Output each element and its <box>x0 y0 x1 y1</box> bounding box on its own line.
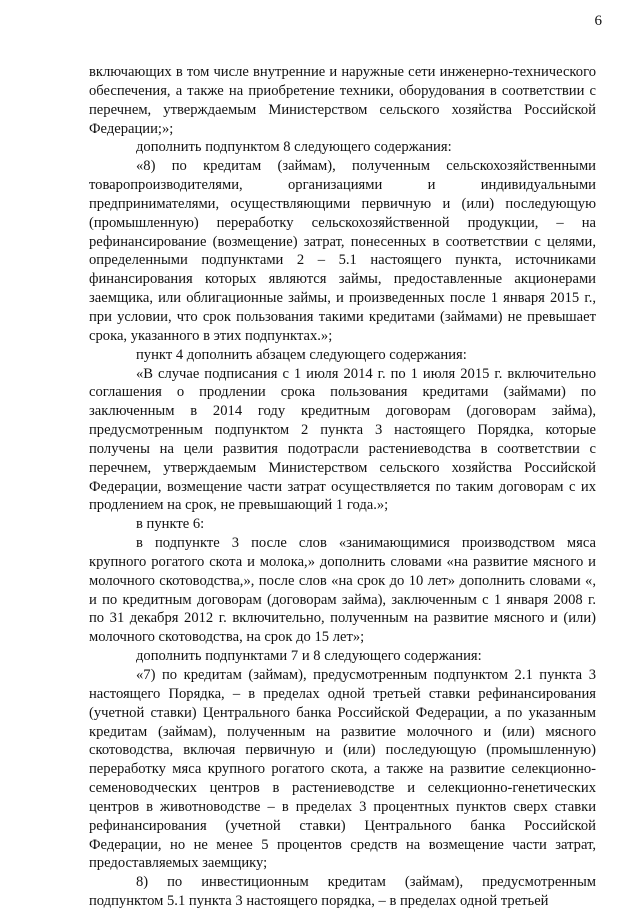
paragraph: включающих в том числе внутренние и наружные сети инженерно-технического обеспечения, а также на приобретение техники, оборудования в соответствии с перечнем, утверждаемым Министерством сельского хозяйства Российской Федерации;»; <box>89 64 596 137</box>
document-body <box>89 63 596 911</box>
paragraph: в пункте 6: <box>136 516 205 533</box>
paragraph: пункт 4 дополнить абзацем следующего содержания: <box>136 346 467 363</box>
paragraph: дополнить подпунктом 8 следующего содержания: <box>136 139 452 156</box>
page-number: 6 <box>594 13 602 29</box>
paragraph: дополнить подпунктами 7 и 8 следующего содержания: <box>136 648 482 665</box>
paragraph: «8) по кредитам (займам), полученным сельскохозяйственными товаропроизводителями, организациями и индивидуальными предпринимателями, осуществляющими первичную и (или) последующую (промышленную) переработку сельскохозяйственной продукции, – на рефинансирование (возмещение) затрат, понесенных в соответствии с целями, определенными подпунктами 2 – 5.1 настоящего пункта, источниками финансирования которых являются займы, предоставленные акционерами заемщика, или облигационные займы, и произведенных после 1 января 2015 г., при условии, что срок пользования такими кредитами (займами) не превышает срока, указанного в этих подпунктах.»; <box>89 158 596 344</box>
paragraph: 8) по инвестиционным кредитам (займам), предусмотренным подпунктом 5.1 пункта 3 настоящего порядка, – в пределах одной третьей <box>89 874 596 910</box>
paragraph: «В случае подписания с 1 июля 2014 г. по 1 июля 2015 г. включительно соглашения о продлении срока пользования кредитами (займами) по заключенным в 2014 году кредитным договорам (договорам займа), предусмотренным подпунктом 2 пункта 3 настоящего Порядка, которые получены на цели развития подотрасли растениеводства в соответствии с перечнем, утверждаемым Министерством сельского хозяйства Российской Федерации, возмещение части затрат осуществляется по таким договорам с их продлением на срок, не превышающий 1 года.»; <box>89 365 596 514</box>
paragraph: «7) по кредитам (займам), предусмотренным подпунктом 2.1 пункта 3 настоящего Порядка, – в пределах одной третьей ставки рефинансирования (учетной ставки) Центрального банка Российской Федерации, а по указанным кредитам (займам), полученным на развитие молочного и (или) мясного скотоводства, включая первичную и (или) последующую (промышленную) переработку мяса крупного рогатого скота, а также на развитие селекционно-семеноводческих центров в растениеводстве и селекционно-генетических центров в животноводстве – в пределах 3 процентных пунктов сверх ставки рефинансирования (учетной ставки) Центрального банка Российской Федерации, но не менее 5 процентов средств на возмещение части затрат, предоставляемых заемщику; <box>89 667 596 872</box>
paragraph: в подпункте 3 после слов «занимающимися производством мяса крупного рогатого скота и молока,» дополнить словами «на развитие мясного и молочного скотоводства,», после слов «на срок до 10 лет» дополнить словами «, и по кредитным договорам (договорам займа), заключенным с 1 января 2008 г. по 31 декабря 2012 г. включительно, полученным на развитие мясного и (или) молочного скотоводства, на срок до 15 лет»; <box>89 535 596 646</box>
